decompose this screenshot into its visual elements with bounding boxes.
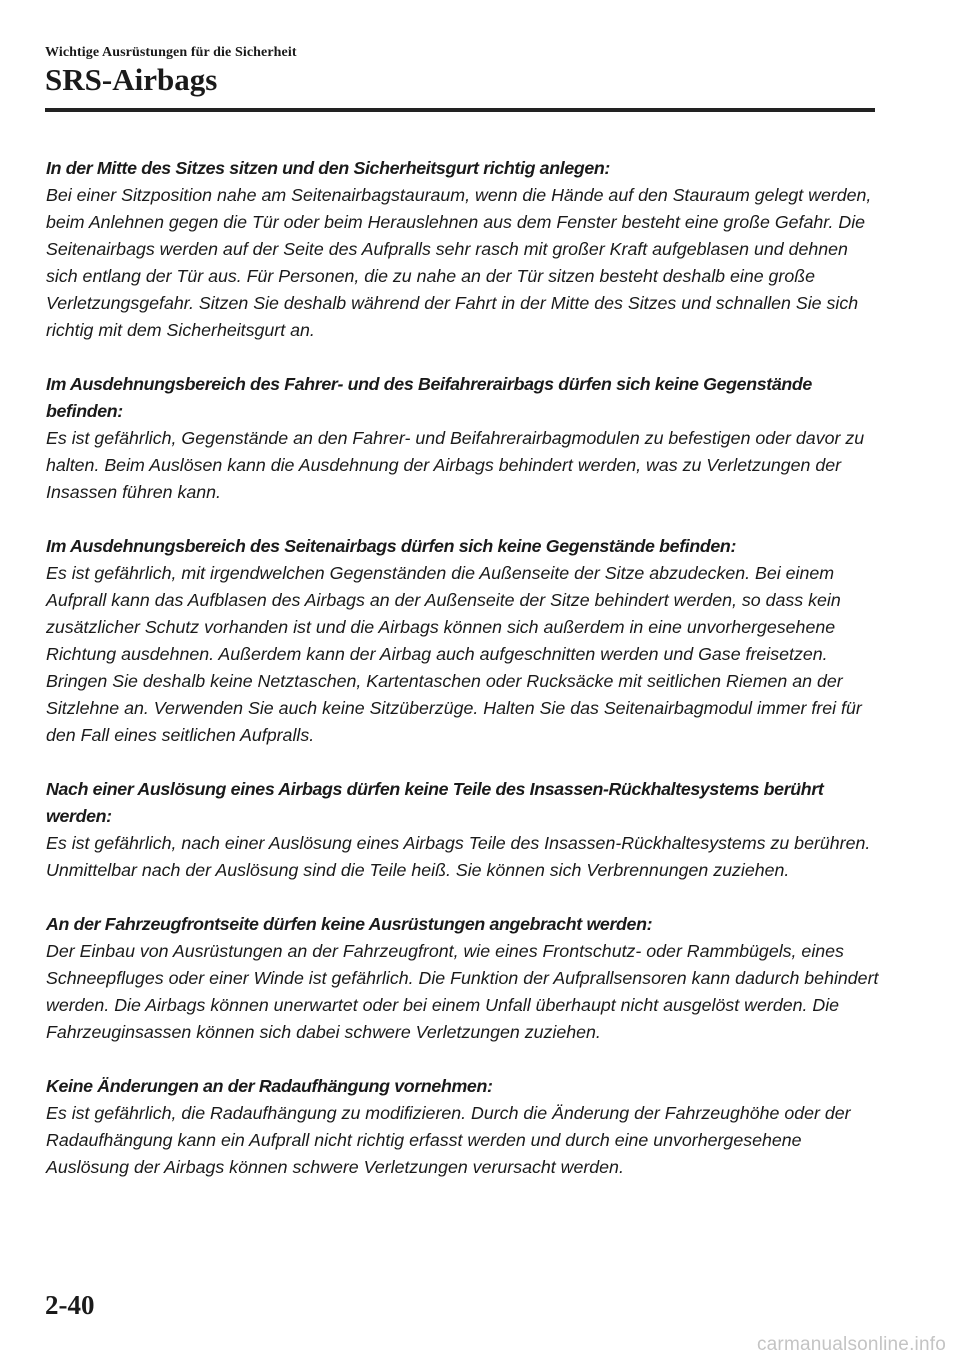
block-heading: An der Fahrzeugfrontseite dürfen keine Ausrüstungen angebracht werden: — [46, 914, 653, 934]
block-paragraph: Bei einer Sitzposition nahe am Seitenairbagstauraum, wenn die Hände auf den Stauraum gelegt werden, beim Anlehnen gegen die Tür oder beim Herauslehnen aus dem Fenster besteht eine große Gefahr. Die Seitenairbags werden auf der Seite des Aufpralls sehr rasch mit großer Kraft aufgeblasen und dehnen sich entlang der Tür aus. Für Personen, die zu nahe an der Tür sitzen besteht deshalb eine große Verletzungsgefahr. Sitzen Sie deshalb während der Fahrt in der Mitte des Sitzes und schnallen Sie sich richtig mit dem Sicherheitsgurt an. — [46, 185, 872, 340]
page-number: 2-40 — [45, 1290, 95, 1320]
block-paragraph: Bringen Sie deshalb keine Netztaschen, Kartentaschen oder Rucksäcke mit seitlichen Riemen an der Sitzlehne an. Verwenden Sie auch keine Sitzüberzüge. Halten Sie das Seitenairbagmodul immer frei für den Fall eines seitlichen Aufpralls. — [46, 671, 862, 745]
warning-block-seating — [46, 155, 881, 344]
block-paragraph: Der Einbau von Ausrüstungen an der Fahrzeugfront, wie eines Frontschutz- oder Rammbügels, eines Schneepfluges oder einer Winde ist gefährlich. Die Funktion der Aufprallsensoren kann dadurch behindert werden. Die Airbags können unerwartet oder bei einem Unfall überhaupt nicht ausgelöst werden. Die Fahrzeuginsassen können sich dabei schwere Verletzungen zuziehen. — [46, 941, 879, 1042]
document-body — [46, 155, 881, 1208]
watermark: carmanualsonline.info — [756, 1334, 946, 1355]
warning-block-front-equipment — [46, 911, 881, 1046]
block-heading: Im Ausdehnungsbereich des Fahrer- und des Beifahrerairbags dürfen sich keine Gegenstände befinden: — [46, 374, 812, 421]
block-heading: Nach einer Auslösung eines Airbags dürfen keine Teile des Insassen-Rückhaltesystems berührt werden: — [46, 779, 824, 826]
block-paragraph: Es ist gefährlich, die Radaufhängung zu modifizieren. Durch die Änderung der Fahrzeughöhe oder der Radaufhängung kann ein Aufprall nicht richtig erfasst werden und durch eine unvorhergesehene Auslösung der Airbags können schwere Verletzungen verursacht werden. — [46, 1103, 851, 1177]
block-heading: In der Mitte des Sitzes sitzen und den Sicherheitsgurt richtig anlegen: — [46, 158, 610, 178]
section-label: Wichtige Ausrüstungen für die Sicherheit — [45, 45, 297, 60]
block-paragraph: Es ist gefährlich, nach einer Auslösung eines Airbags Teile des Insassen-Rückhaltesystems zu berühren. Unmittelbar nach der Auslösung sind die Teile heiß. Sie können sich Verbrennungen zuziehen. — [46, 833, 871, 880]
block-heading: Im Ausdehnungsbereich des Seitenairbags dürfen sich keine Gegenstände befinden: — [46, 536, 737, 556]
page-title: SRS-Airbags — [45, 62, 218, 97]
warning-block-front-airbags — [46, 371, 881, 506]
block-paragraph: Es ist gefährlich, Gegenstände an den Fahrer- und Beifahrerairbagmodulen zu befestigen oder davor zu halten. Beim Auslösen kann die Ausdehnung der Airbags behindert werden, was zu Verletzungen der Insassen führen kann. — [46, 428, 865, 502]
block-heading: Keine Änderungen an der Radaufhängung vornehmen: — [46, 1076, 493, 1096]
block-paragraph: Es ist gefährlich, mit irgendwelchen Gegenständen die Außenseite der Sitze abzudecken. Bei einem Aufprall kann das Aufblasen des Airbags an der Außenseite der Sitze behindert werden, so dass kein zusätzlicher Schutz vorhanden ist und die Airbags können sich außerdem in eine unvorhergesehene Richtung ausdehnen. Außerdem kann der Airbag auch aufgeschnitten werden und Gase freisetzen. — [46, 563, 841, 664]
warning-block-after-deployment — [46, 776, 881, 884]
warning-block-suspension — [46, 1073, 881, 1181]
warning-block-side-airbags — [46, 533, 881, 749]
title-rule — [45, 108, 875, 112]
